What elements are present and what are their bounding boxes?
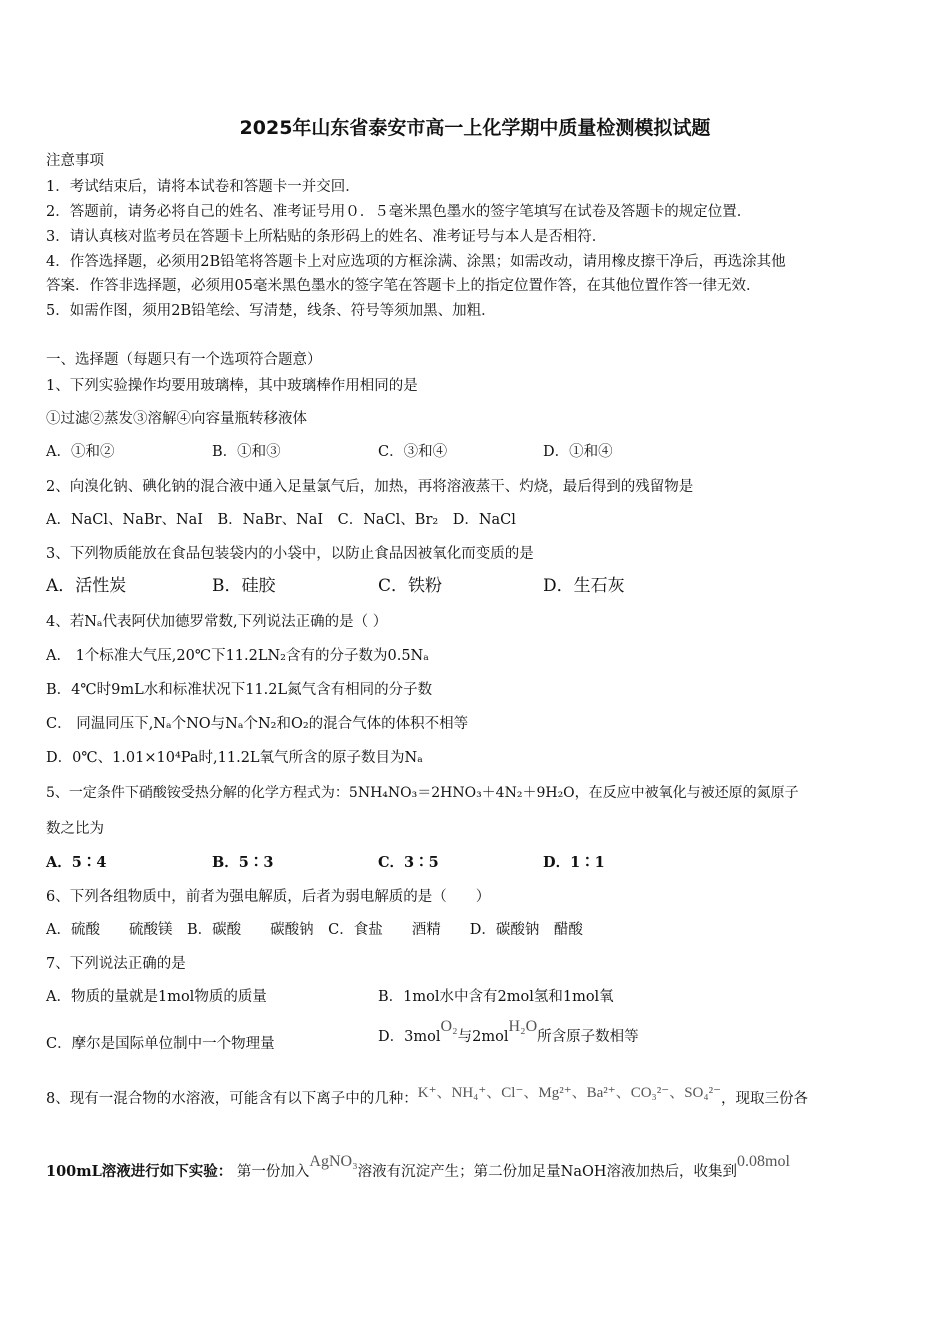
- question-6-options: A．硫酸 硫酸镁 B．碳酸 碳酸钠 C．食盐 酒精 D．碳酸钠 醋酸: [46, 922, 583, 938]
- question-8-line-2: [46, 1153, 790, 1187]
- question-2-options: A．NaCl、NaBr、NaI B．NaBr、NaI C．NaCl、Br₂ D．NaCl: [46, 512, 516, 528]
- question-2-stem: 2、向溴化钠、碘化钠的混合液中通入足量氯气后，加热，再将溶液蒸干、灼烧，最后得到的残留物是: [46, 479, 694, 495]
- option-a: A．①和②: [46, 444, 115, 460]
- option-d: D．生石灰: [543, 576, 625, 596]
- question-8-step2: 溶液有沉淀产生；第二份加足量NaOH溶液加热后，收集到: [357, 1164, 738, 1180]
- amount-value: 0.08mol: [737, 1153, 790, 1170]
- option-c: C．摩尔是国际单位制中一个物理量: [46, 1036, 275, 1052]
- notice-item: 2．答题前，请务必将自己的姓名、准考证号用０．５毫米黑色墨水的签字笔填写在试卷及答题卡的规定位置．: [46, 204, 752, 220]
- option-b: B．4℃时9mL水和标准状况下11.2L氮气含有相同的分子数: [46, 682, 433, 698]
- option-b: B．硅胶: [212, 576, 276, 596]
- question-8-stem: [46, 1084, 808, 1114]
- notice-heading: 注意事项: [46, 153, 104, 169]
- option-d: D．1∶1: [543, 854, 605, 871]
- option-d-suffix: 所含原子数相等: [537, 1029, 639, 1045]
- formula-o2: O₂: [440, 1018, 458, 1035]
- notice-item: 1．考试结束后，请将本试卷和答题卡一并交回．: [46, 179, 360, 195]
- notice-item: 5．如需作图，须用2B铅笔绘、写清楚，线条、符号等须加黑、加粗．: [46, 303, 496, 319]
- page-title: 2025年山东省泰安市高一上化学期中质量检测模拟试题: [239, 117, 711, 139]
- option-d-prefix: D．3mol: [378, 1029, 441, 1045]
- question-1-stem: 1、下列实验操作均要用玻璃棒，其中玻璃棒作用相同的是: [46, 378, 418, 394]
- option-b: B．5∶3: [212, 854, 274, 871]
- formula-agno3: AgNO₃: [309, 1153, 358, 1170]
- option-c: C．③和④: [378, 444, 448, 460]
- option-c: C． 同温同压下,Nₐ个NO与Nₐ个N₂和O₂的混合气体的体积不相等: [46, 716, 469, 732]
- question-4-stem: 4、若Nₐ代表阿伏加德罗常数,下列说法正确的是（ ）: [46, 614, 388, 630]
- question-6-stem: 6、下列各组物质中，前者为强电解质，后者为弱电解质的是（ ）: [46, 889, 491, 905]
- option-c: C．铁粉: [378, 576, 443, 596]
- question-8-volume: 100mL溶液进行如下实验：: [46, 1163, 233, 1180]
- question-1-sub: ①过滤②蒸发③溶解④向容量瓶转移液体: [46, 411, 307, 427]
- notice-item: 答案．作答非选择题，必须用05毫米黑色墨水的签字笔在答题卡上的指定位置作答，在其他位置作答一律无效．: [46, 278, 761, 294]
- option-a: A． 1个标准大气压,20℃下11.2LN₂含有的分子数为0.5Nₐ: [46, 648, 429, 664]
- option-d: [378, 1018, 639, 1052]
- option-a: A．物质的量就是1mol物质的质量: [46, 989, 267, 1005]
- option-a: A．活性炭: [46, 576, 127, 596]
- question-5-stem-cont: 数之比为: [46, 821, 104, 837]
- option-b: B．1mol水中含有2mol氢和1mol氧: [378, 989, 614, 1005]
- question-8-suffix: ，现取三份各: [721, 1091, 809, 1107]
- option-d: D．0℃、1.01×10⁴Pa时,11.2L氧气所含的原子数目为Nₐ: [46, 750, 423, 766]
- question-3-stem: 3、下列物质能放在食品包装袋内的小袋中，以防止食品因被氧化而变质的是: [46, 546, 534, 562]
- question-7-stem: 7、下列说法正确的是: [46, 956, 186, 972]
- option-c: C．3∶5: [378, 854, 439, 871]
- option-a: A．5∶4: [46, 854, 107, 871]
- question-8-step1: 第一份加入: [236, 1164, 310, 1180]
- notice-item: 4．作答选择题，必须用2B铅笔将答题卡上对应选项的方框涂满、涂黑；如需改动，请用橡皮擦干净后，再选涂其他: [46, 254, 786, 270]
- question-5-stem: 5、一定条件下硝酸铵受热分解的化学方程式为：5NH₄NO₃＝2HNO₃＋4N₂＋9H₂O，在反应中被氧化与被还原的氮原子: [46, 785, 799, 801]
- section-heading: 一、选择题（每题只有一个选项符合题意）: [46, 352, 322, 368]
- formula-h2o: H₂O: [508, 1018, 538, 1035]
- notice-item: 3．请认真核对监考员在答题卡上所粘贴的条形码上的姓名、准考证号与本人是否相符．: [46, 229, 607, 245]
- option-d: D．①和④: [543, 444, 613, 460]
- option-b: B．①和③: [212, 444, 281, 460]
- question-8-prefix: 8、现有一混合物的水溶液，可能含有以下离子中的几种：: [46, 1091, 418, 1107]
- ion-list: K⁺、NH₄⁺、Cl⁻、Mg²⁺、Ba²⁺、CO₃²⁻、SO₄²⁻: [417, 1085, 722, 1101]
- option-d-middle: 与2mol: [457, 1029, 509, 1045]
